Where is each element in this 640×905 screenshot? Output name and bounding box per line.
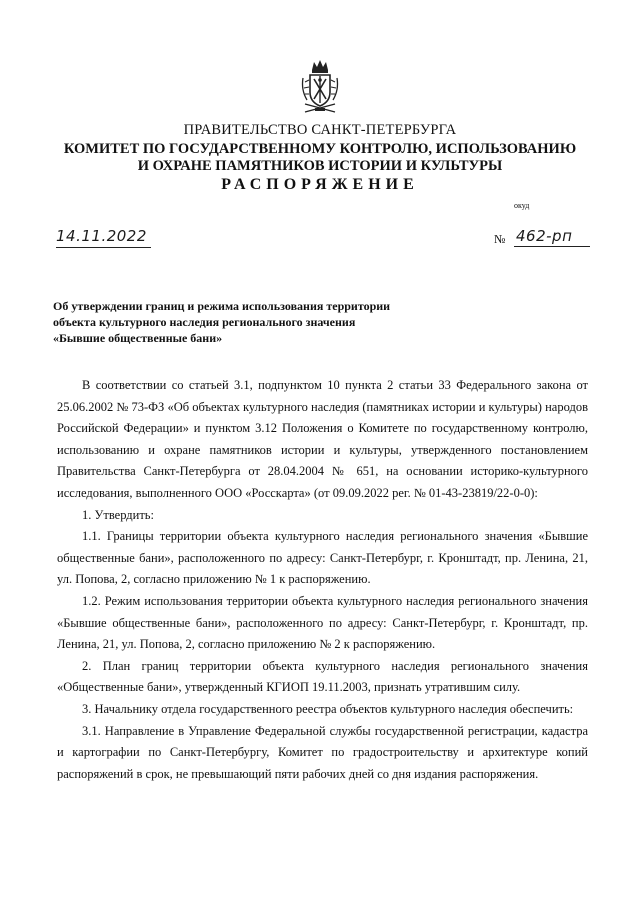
paragraph-item-1: 1. Утвердить: [82,507,154,522]
paragraph-item-1-1: 1.1. Границы территории объекта культурного наследия регионального значения «Бывшие общественные бани», расположенного по адресу: Санкт-Петербург, г. Кронштадт, пр. Ленина, 21, ул. Попова, 2, согласно приложению № 1 к распоряжению. [57,529,588,587]
paragraph-item-1-2: 1.2. Режим использования территории объекта культурного наследия регионального значения «Бывшие общественные бани», расположенного по адресу: Санкт-Петербург, г. Кронштадт, пр. Ленина, 21, ул. Попова, 2, согласно приложению № 2 к распоряжению. [57,593,588,652]
document-date-field [56,225,151,248]
document-number-field [494,225,590,247]
committee-name-line-1: КОМИТЕТ ПО ГОСУДАРСТВЕННОМУ КОНТРОЛЮ, ИСПОЛЬЗОВАНИЮ [63,141,577,157]
document-number: 462-рп [516,227,573,245]
paragraph-item-3-1: 3.1. Направление в Управление Федеральной службы государственной регистрации, кадастра и картографии по Санкт-Петербургу, Комитет по градостроительству и архитектуре копий распоряжений в срок, не превышающий пяти рабочих дней со дня издания распоряжения. [57,723,588,781]
number-sign: № [494,232,506,246]
government-name: ПРАВИТЕЛЬСТВО САНКТ-ПЕТЕРБУРГА [183,122,457,138]
paragraph-item-2: 2. План границ территории объекта культурного наследия регионального значения «Общественные бани», утвержденный КГИОП 19.11.2003, признать утратившим силу. [57,658,588,695]
document-type: РАСПОРЯЖЕНИЕ [221,176,419,193]
subject-line-1: Об утверждении границ и режима использования территории [53,299,391,313]
committee-name [0,141,640,175]
okud-label: окуд [514,201,530,210]
committee-name-line-2: И ОХРАНЕ ПАМЯТНИКОВ ИСТОРИИ И КУЛЬТУРЫ [137,158,503,174]
document-date: 14.11.2022 [56,227,147,245]
paragraph-item-3: 3. Начальнику отдела государственного реестра объектов культурного наследия обеспечить: [82,701,574,716]
coat-of-arms-icon [299,58,341,116]
document-subject [53,298,473,346]
number-underline [514,246,590,247]
subject-line-2: объекта культурного наследия регионального значения [53,315,356,329]
subject-line-3: «Бывшие общественные бани» [53,331,223,345]
paragraph-preamble: В соответствии со статьей 3.1, подпунктом 10 пункта 2 статьи 33 Федерального закона от 25.06.2002 № 73-ФЗ «Об объектах культурного наследия (памятниках истории и культуры) народов Российской Федерации» и пунктом 3.12 Положения о Комитете по государственному контролю, использованию и охране памятников истории и культуры, утвержденного постановлением Правительства Санкт-Петербурга от 28.04.2004 № 651, на основании историко-культурного исследования, выполненного ООО «Росскарта» (от 09.09.2022 рег. № 01-43-23819/22-0-0): [57,378,588,500]
document-body [57,375,588,785]
